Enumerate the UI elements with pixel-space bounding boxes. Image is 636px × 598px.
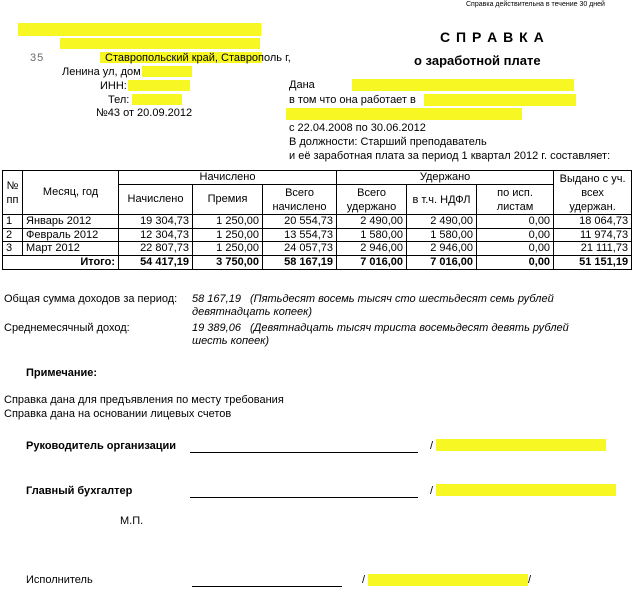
cell-issued: 18 064,73 (554, 215, 632, 229)
position-text: В должности: Старший преподаватель (289, 136, 487, 148)
table-row (3, 228, 632, 242)
col-header-total-accrued: Всего начислено (263, 185, 337, 215)
redaction-highlight (368, 574, 528, 586)
notes-title: Примечание: (26, 367, 98, 379)
inn-label: ИНН: (100, 80, 127, 92)
redaction-highlight (352, 79, 574, 91)
cell-accrued: 19 304,73 (119, 215, 193, 229)
col-header-writs: по исп. листам (477, 185, 554, 215)
org-street: Ленина ул, дом (62, 66, 141, 78)
cell-ndfl: 2 490,00 (407, 215, 477, 229)
col-group-accrued: Начислено (119, 171, 337, 185)
cell-writs: 0,00 (477, 228, 554, 242)
executor-slash: / (362, 574, 366, 586)
cell-bonus: 3 750,00 (193, 255, 263, 269)
redaction-highlight (128, 80, 190, 91)
income-words-line1: (Пятьдесят восемь тысяч сто шестьдесят семь рублей (250, 293, 554, 305)
document-title: С П Р А В К А (440, 29, 545, 45)
tel-label: Тел: (108, 94, 130, 106)
col-header-ndfl: в т.ч. НДФЛ (407, 185, 477, 215)
head-slash: / (430, 440, 434, 452)
cell-total-accrued: 20 554,73 (263, 215, 337, 229)
cell-ndfl: 1 580,00 (407, 228, 477, 242)
income-value: 58 167,19 (192, 293, 241, 305)
accountant-slash: / (430, 485, 434, 497)
col-header-issued: Выдано с уч. всех удержан. (554, 171, 632, 215)
table-header-row (3, 171, 632, 185)
table-row (3, 242, 632, 256)
cell-ndfl: 7 016,00 (407, 255, 477, 269)
col-header-total-withheld: Всего удержано (337, 185, 407, 215)
stamp-place: М.П. (120, 515, 144, 527)
executor-signature-line (192, 586, 342, 587)
cell-accrued: 54 417,19 (119, 255, 193, 269)
redacted-postal-code: 35 (30, 52, 45, 63)
avg-income-value: 19 389,06 (192, 322, 241, 334)
cell-num: 1 (3, 215, 23, 229)
notes-line1: Справка дана для предъявления по месту требования (4, 394, 284, 406)
validity-note: Справка действительна в течение 30 дней (466, 1, 605, 8)
given-label: Дана (289, 79, 315, 91)
salary-intro: и её заработная плата за период 1 квартал 2012 г. составляет: (289, 150, 611, 162)
cell-issued: 51 151,19 (554, 255, 632, 269)
org-address: Ставропольский край, Ставрополь г, (105, 52, 291, 64)
notes-line2: Справка дана на основании лицевых счетов (4, 408, 232, 420)
col-group-withheld: Удержано (337, 171, 554, 185)
cell-writs: 0,00 (477, 242, 554, 256)
salary-table (2, 170, 632, 270)
avg-words-line2: шесть копеек) (192, 335, 270, 347)
redaction-highlight (424, 94, 576, 106)
head-signature-line (190, 452, 418, 453)
avg-words-line1: (Девятнадцать тысяч триста восемьдесят девять рублей (250, 322, 569, 334)
redaction-highlight (286, 108, 522, 120)
cell-total-accrued: 13 554,73 (263, 228, 337, 242)
cell-total-withheld: 2 490,00 (337, 215, 407, 229)
redaction-highlight (60, 38, 260, 49)
cell-issued: 21 111,73 (554, 242, 632, 256)
income-label: Общая сумма доходов за период: (4, 293, 178, 305)
head-signature-label: Руководитель организации (26, 440, 177, 452)
doc-number: №43 от 20.09.2012 (96, 107, 193, 119)
income-words-line2: девятнадцать копеек) (192, 306, 312, 318)
cell-issued: 11 974,73 (554, 228, 632, 242)
cell-ndfl: 2 946,00 (407, 242, 477, 256)
executor-label: Исполнитель (26, 574, 93, 586)
cell-accrued: 22 807,73 (119, 242, 193, 256)
redaction-highlight (132, 94, 182, 105)
col-header-month: Месяц, год (23, 171, 119, 215)
cell-num: 3 (3, 242, 23, 256)
cell-num: 2 (3, 228, 23, 242)
cell-total-label: Итого: (3, 255, 119, 269)
period-text: с 22.04.2008 по 30.06.2012 (289, 122, 426, 134)
table-row (3, 215, 632, 229)
document-subtitle: о заработной плате (414, 53, 541, 68)
cell-accrued: 12 304,73 (119, 228, 193, 242)
cell-total-withheld: 1 580,00 (337, 228, 407, 242)
redaction-highlight (142, 66, 192, 77)
works-at-text: в том что она работает в (289, 94, 416, 106)
cell-writs: 0,00 (477, 255, 554, 269)
col-header-accrued: Начислено (119, 185, 193, 215)
executor-slash-end: / (528, 574, 532, 586)
cell-month: Март 2012 (23, 242, 119, 256)
col-header-bonus: Премия (193, 185, 263, 215)
cell-total-accrued: 58 167,19 (263, 255, 337, 269)
cell-month: Январь 2012 (23, 215, 119, 229)
cell-month: Февраль 2012 (23, 228, 119, 242)
cell-writs: 0,00 (477, 215, 554, 229)
cell-total-accrued: 24 057,73 (263, 242, 337, 256)
table-total-row (3, 255, 632, 269)
accountant-signature-label: Главный бухгалтер (26, 485, 133, 497)
redaction-highlight (436, 439, 606, 451)
redaction-highlight (436, 484, 616, 496)
accountant-signature-line (190, 497, 418, 498)
cell-bonus: 1 250,00 (193, 242, 263, 256)
cell-bonus: 1 250,00 (193, 215, 263, 229)
redaction-highlight (18, 23, 261, 36)
cell-total-withheld: 2 946,00 (337, 242, 407, 256)
cell-total-withheld: 7 016,00 (337, 255, 407, 269)
col-header-num: № пп (3, 171, 23, 215)
cell-bonus: 1 250,00 (193, 228, 263, 242)
avg-income-label: Среднемесячный доход: (4, 322, 130, 334)
